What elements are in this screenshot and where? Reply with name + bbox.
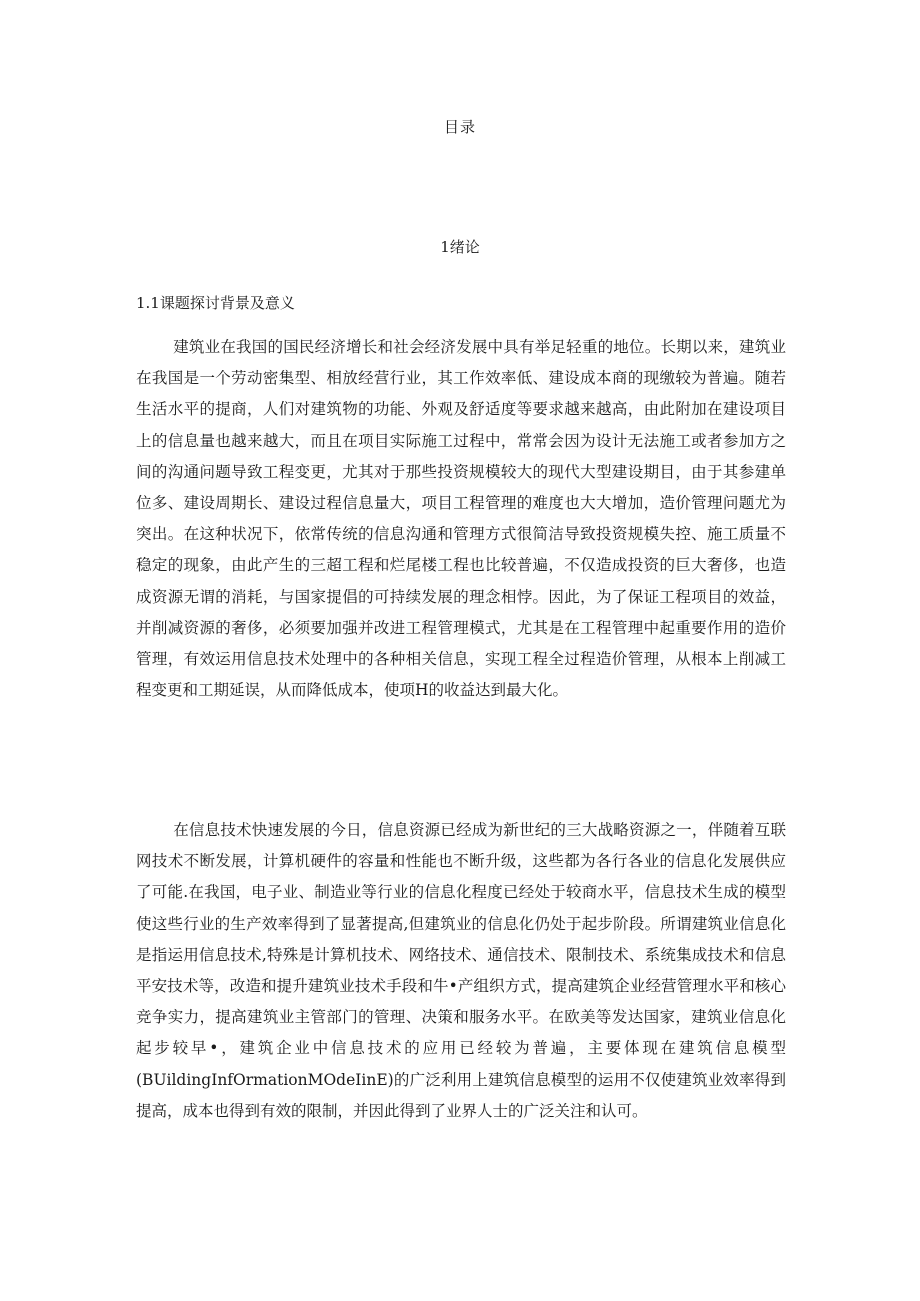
toc-title: 目录 [443, 118, 476, 136]
chapter-title: 1绪论 [440, 238, 480, 256]
body-paragraph-1: 建筑业在我国的国民经济增长和社会经济发展中具有举足轻重的地位。长期以来，建筑业在我国是一个劳动密集型、相放经营行业，其工作效率低、建设成本商的现缴较为普遍。随若生活水平的提商，人们对建筑物的功能、外观及舒适度等要求越来越高，由此附加在建设项目上的信息量也越来越大，而且在项目实际施工过程中，常常会因为设计无法施工或者参加方之间的沟通问题导致工程变更，尤其对于那些投资规模较大的现代大型建设期目，由于其参建单位多、建设周期长、建设过程信息量大，项目工程管理的难度也大大增加，造价管理问题尤为突出。在这种状况下，依常传统的信息沟通和管理方式很简洁导致投资规模失控、施工质量不稳定的现象，由此产生的三超工程和烂尾楼工程也比较普遍，不仅造成投资的巨大奢侈，也造成资源无谓的消耗，与国家提倡的可持续发展的理念相悖。因此，为了保证工程项目的效益，并削减资源的奢侈，必须要加强并改进工程管理模式，尤其是在工程管理中起重要作用的造价管理，有效运用信息技术处理中的各种相关信息，实现工程全过程造价管理，从根本上削减工程变更和工期延误，从而降低成本，使项H的收益达到最大化。 [136, 338, 786, 700]
body-paragraph-2: 在信息技术快速发展的今日，信息资源已经成为新世纪的三大战略资源之一，伴随着互联网技术不断发展，计算机硬件的容量和性能也不断升级，这些都为各行各业的信息化发展供应了可能.在我国，电子业、制造业等行业的信息化程度已经处于较商水平，信息技术生成的模型使这些行业的生产效率得到了显著提高,但建筑业的信息化仍处于起步阶段。所谓建筑业信息化是指运用信息技术,特殊是计算机技术、网络技术、通信技术、限制技术、系统集成技术和信息平安技术等，改造和提升建筑业技术手段和牛•产组织方式，提高建筑企业经营管理水平和核心竞争实力，提高建筑业主管部门的管理、决策和服务水平。在欧美等发达国家，建筑业信息化起步较早•，建筑企业中信息技术的应用已经较为普遍，主要体现在建筑信息模型(BUildingInfOrmationMOdeIinE)的广泛利用上建筑信息模型的运用不仅使建筑业效率得到提高，成本也得到有效的限制，并因此得到了业界人士的广泛关注和认可。 [136, 821, 786, 1120]
section-title: 1.1课题探讨背景及意义 [136, 294, 295, 312]
